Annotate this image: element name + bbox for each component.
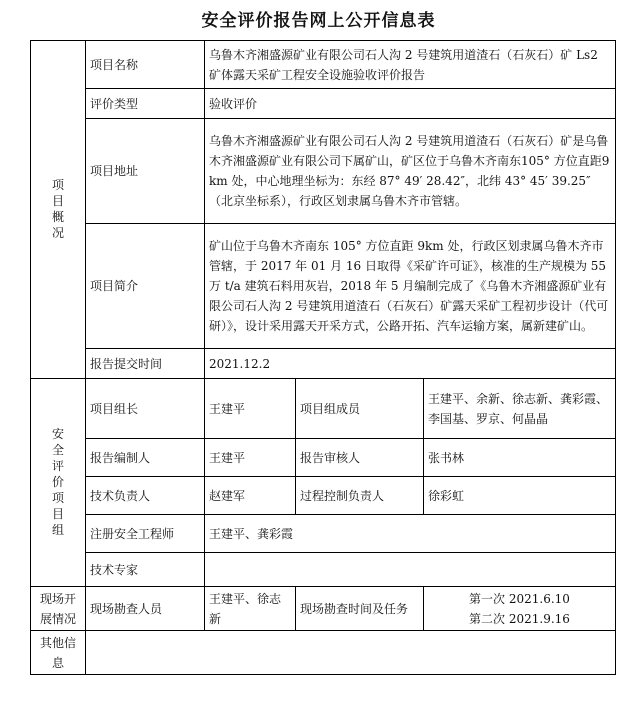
row-submit-time (31, 349, 616, 379)
row-address (31, 119, 616, 224)
row-engineer (31, 515, 616, 553)
row-writer (31, 439, 616, 477)
intro-value: 矿山位于乌鲁木齐南东 105° 方位直距 9km 处，行政区划隶属乌鲁木齐市管辖，于 2017 年 01 月 16 日取得《采矿许可证》，核准的生产规模为 55 万 t/a 建筑石料用灰岩，2018 年 5 月编制完成了《乌鲁木齐湘盛源矿业有限公司石人沟 2 号建筑用道渣石（石灰石）矿露天采矿工程初步设计（代可研）》，设计采用露天开采方式，公路开拓、汽车运输方案，属新建矿山。 (205, 224, 616, 349)
expert-value (205, 553, 616, 587)
section-overview (31, 41, 86, 379)
process-ctrl-label: 过程控制负责人 (296, 477, 424, 515)
submit-time-value: 2021.12.2 (205, 349, 616, 379)
address-label: 项目地址 (86, 119, 205, 224)
expert-label: 技术专家 (86, 553, 205, 587)
site-section-label: 现场开展情况 (31, 587, 86, 631)
row-expert (31, 553, 616, 587)
other-section-label: 其他信息 (31, 631, 86, 675)
row-leader (31, 379, 616, 439)
row-other (31, 631, 616, 675)
writer-value: 王建平 (205, 439, 296, 477)
tech-lead-value: 赵建军 (205, 477, 296, 515)
process-ctrl-value: 徐彩虹 (424, 477, 616, 515)
info-table (30, 40, 616, 675)
survey-time-label: 现场勘查时间及任务 (296, 587, 424, 631)
engineer-value: 王建平、龚彩霞 (205, 515, 616, 553)
survey-time-first: 第一次 2021.6.10 (469, 591, 570, 606)
intro-label: 项目简介 (86, 224, 205, 349)
row-intro (31, 224, 616, 349)
leader-label: 项目组长 (86, 379, 205, 439)
engineer-label: 注册安全工程师 (86, 515, 205, 553)
section-team (31, 379, 86, 587)
row-project-name (31, 41, 616, 89)
address-value: 乌鲁木齐湘盛源矿业有限公司石人沟 2 号建筑用道渣石（石灰石）矿是乌鲁木齐湘盛源矿业有限公司下属矿山，矿区位于乌鲁木齐南东105° 方位直距9km 处，中心地理坐标为：东经 87° 49′ 28.42″，北纬 43° 45′ 39.25″（北京坐标系），行政区划隶属乌鲁木齐市管辖。 (205, 119, 616, 224)
row-tech-lead (31, 477, 616, 515)
row-site (31, 587, 616, 631)
surveyor-value: 王建平、徐志新 (205, 587, 296, 631)
members-value: 王建平、余新、徐志新、龚彩霞、李国基、罗京、何晶晶 (424, 379, 616, 439)
reviewer-label: 报告审核人 (296, 439, 424, 477)
eval-type-label: 评价类型 (86, 89, 205, 119)
survey-time-second: 第二次 2021.9.16 (469, 611, 570, 626)
tech-lead-label: 技术负责人 (86, 477, 205, 515)
members-label: 项目组成员 (296, 379, 424, 439)
other-value (86, 631, 616, 675)
reviewer-value: 张书林 (424, 439, 616, 477)
writer-label: 报告编制人 (86, 439, 205, 477)
eval-type-value: 验收评价 (205, 89, 616, 119)
leader-value: 王建平 (205, 379, 296, 439)
section-overview-label: 项目概况 (51, 177, 64, 240)
row-eval-type (31, 89, 616, 119)
section-team-label: 安全评价项目组 (51, 426, 64, 537)
page-title: 安全评价报告网上公开信息表 (201, 11, 436, 31)
project-name-value: 乌鲁木齐湘盛源矿业有限公司石人沟 2 号建筑用道渣石（石灰石）矿 Ls2 矿体露天采矿工程安全设施验收评价报告 (205, 41, 616, 89)
surveyor-label: 现场勘查人员 (86, 587, 205, 631)
submit-time-label: 报告提交时间 (86, 349, 205, 379)
survey-time-value (424, 587, 616, 631)
project-name-label: 项目名称 (86, 41, 205, 89)
